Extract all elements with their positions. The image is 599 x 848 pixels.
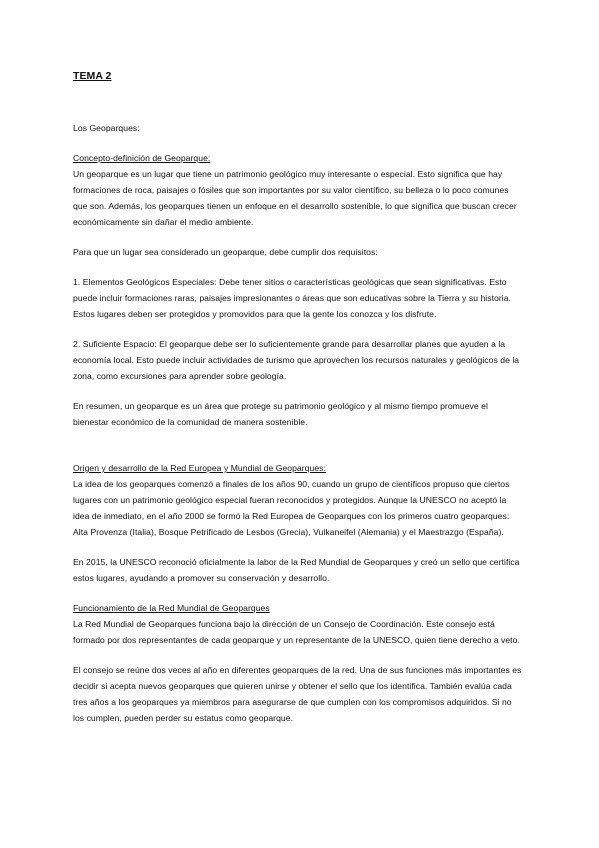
paragraph: La Red Mundial de Geoparques funciona bajo la dirección de un Consejo de Coordinación. Este consejo está formado por dos representantes de cada geoparque y un representante de la UNESCO, quien tiene derecho a veto. — [73, 619, 520, 645]
paragraph: 2. Suficiente Espacio: El geoparque debe ser lo suficientemente grande para desarrollar planes que ayuden a la economía local. Esto puede incluir actividades de turismo que aprovechen los recursos naturales y geológicos de la zona, como excursiones para aprender sobre geología. — [73, 339, 520, 381]
paragraph: El consejo se reúne dos veces al año en diferentes geoparques de la red. Una de sus funciones más importantes es decidir si acepta nuevos geoparques que quieren unirse y obtener el sello que los identifica. También evalúa cada tres años a los geoparques ya miembros para asegurarse de que cumplen con los compromisos adquiridos. Si no los cumplen, pueden perder su estatus como geoparque. — [73, 665, 522, 723]
section-origen — [73, 460, 523, 586]
section-heading: Concepto-definición de Geoparque: — [73, 153, 211, 163]
section-heading: Funcionamiento de la Red Mundial de Geoparques — [73, 603, 270, 613]
section-funcionamiento — [73, 600, 523, 726]
document-page — [73, 68, 523, 740]
paragraph: Un geoparque es un lugar que tiene un patrimonio geológico muy interesante o especial. Esto significa que hay formaciones de roca, paisajes o fósiles que son importantes por su valor científico, su belleza o lo poco comunes que son. Además, los geoparques tienen un enfoque en el desarrollo sostenible, lo que significa que buscan crecer económicamente sin dañar el medio ambiente. — [73, 169, 517, 227]
paragraph: La idea de los geoparques comenzó a finales de los años 90, cuando un grupo de científicos propuso que ciertos lugares con un patrimonio geológico especial fueran reconocidos y protegidos. Aunque la UNESCO no aceptó la idea de inmediato, en el año 2000 se formó la Red Europea de Geoparques con los primeros cuatro geoparques: Alta Provenza (Italia), Bosque Petrificado de Lesbos (Grecia), Vulkaneifel (Alemania) y el Maestrazgo (España). — [73, 479, 510, 537]
paragraph: En resumen, un geoparque es un área que protege su patrimonio geológico y al mismo tiempo promueve el bienestar económico de la comunidad de manera sostenible. — [73, 401, 488, 427]
paragraph: Para que un lugar sea considerado un geoparque, debe cumplir dos requisitos: — [73, 247, 378, 257]
document-title: TEMA 2 — [73, 70, 112, 82]
section-heading: Origen y desarrollo de la Red Europea y Mundial de Geoparques: — [73, 463, 326, 473]
section-concepto — [73, 150, 523, 430]
paragraph: En 2015, la UNESCO reconoció oficialmente la labor de la Red Mundial de Geoparques y creó un sello que certifica estos lugares, ayudando a promover su conservación y desarrollo. — [73, 557, 520, 583]
paragraph: 1. Elementos Geológicos Especiales: Debe tener sitios o características geológicas que sean significativas. Esto puede incluir formaciones raras, paisajes impresionantes o áreas que son educativas sobre la Tierra y su historia. Estos lugares deben ser protegidos y promovidos para que la gente los conozca y los disfrute. — [73, 277, 511, 319]
document-subtitle: Los Geoparques: — [73, 123, 140, 133]
